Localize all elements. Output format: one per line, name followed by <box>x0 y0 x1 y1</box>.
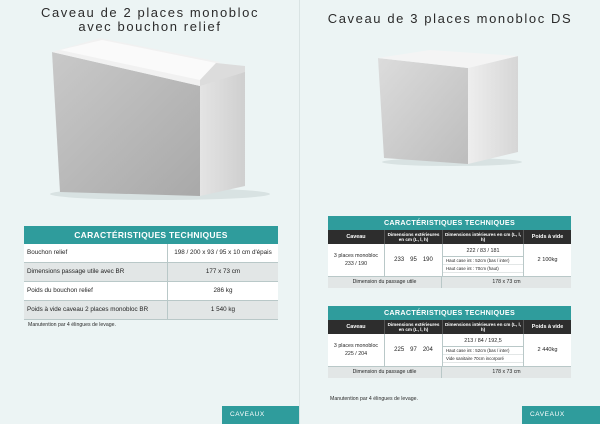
technical-table-225 <box>328 306 571 378</box>
table-header <box>328 230 571 244</box>
row-value: 1 540 kg <box>210 306 236 313</box>
passage-row <box>328 277 571 288</box>
table-row <box>24 263 278 282</box>
caveau-name-line-2: 233 / 190 <box>344 261 368 267</box>
ext-width: 95 <box>410 257 417 263</box>
ext-length: 233 <box>394 257 405 263</box>
page-footer <box>222 406 300 436</box>
ext-dimensions <box>384 244 442 276</box>
row-value: 286 kg <box>213 287 233 294</box>
technical-table-233 <box>328 216 571 288</box>
header-caveau: Caveau <box>346 323 366 330</box>
int-dimensions-sub: Vide sanitaire 70cm incorporé <box>443 355 523 363</box>
ext-height: 190 <box>422 257 433 263</box>
page-title: Caveau de 3 places monobloc DS <box>327 11 573 26</box>
int-dimensions-sub: Haut case int : 52cm (bas / inter) <box>443 347 523 355</box>
passage-label: Dimension du passage utile <box>352 369 417 375</box>
header-caveau: Caveau <box>346 233 366 240</box>
int-dimensions <box>442 244 523 276</box>
ext-width: 97 <box>410 347 417 353</box>
table-row <box>328 334 571 367</box>
footer-prefix: CAVEAUX <box>230 411 265 418</box>
caveau-name <box>328 244 384 276</box>
title-line-2: avec bouchon relief <box>78 19 222 34</box>
header-int-dimensions: Dimensions intérieures en cm (L, l, h) <box>442 230 523 244</box>
row-value: 177 x 73 cm <box>205 268 241 275</box>
header-int-dimensions: Dimensions intérieures en cm (L, l, h) <box>442 320 523 334</box>
left-page <box>0 0 300 436</box>
ext-dimensions <box>384 334 442 366</box>
passage-row <box>328 367 571 378</box>
table-banner: CARACTÉRISTIQUES TECHNIQUES <box>328 306 571 320</box>
table-row <box>24 301 278 320</box>
footer-brand: VALSESIA <box>230 429 267 436</box>
caveau-name <box>328 334 384 366</box>
row-label: Poids du bouchon relief <box>24 282 168 300</box>
int-dimensions-sub: Haut case int : 52cm (bas / inter) <box>443 257 523 265</box>
row-label: Bouchon relief <box>24 244 168 262</box>
table-row <box>24 282 278 301</box>
page-title <box>0 6 300 34</box>
right-page <box>300 0 600 436</box>
empty-weight: 2 100kg <box>523 244 571 276</box>
row-label: Dimensions passage utile avec BR <box>24 263 168 281</box>
header-weight: Poids à vide <box>523 230 571 244</box>
caveau-name-line-2: 225 / 204 <box>344 351 368 357</box>
header-ext-dimensions: Dimensions extérieures en cm (L, l, h) <box>384 320 442 334</box>
caveau-name-line-1: 3 places monobloc <box>333 343 379 349</box>
ext-length: 225 <box>394 347 405 353</box>
handling-note: Manutention par 4 élingues de levage. <box>28 322 116 328</box>
int-dimensions-main: 222 / 83 / 181 <box>443 247 523 257</box>
header-ext-dimensions: Dimensions extérieures en cm (L, l, h) <box>384 230 442 244</box>
title-line-1: Caveau de 2 places monobloc <box>40 5 260 20</box>
footer-page-number: / 37 <box>569 429 583 436</box>
page-footer <box>522 406 600 436</box>
caveau-name-line-1: 3 places monobloc <box>333 253 379 259</box>
int-dimensions-sub: Haut case int : 70cm (haut) <box>443 265 523 273</box>
vault-3-places-image <box>370 48 530 168</box>
vault-2-places-image <box>40 36 270 201</box>
table-banner: CARACTÉRISTIQUES TECHNIQUES <box>24 226 278 244</box>
table-banner: CARACTÉRISTIQUES TECHNIQUES <box>328 216 571 230</box>
int-dimensions-main: 213 / 84 / 192,5 <box>443 337 523 347</box>
footer-page-number: / 36 <box>269 429 283 436</box>
table-row <box>328 244 571 277</box>
row-label: Poids à vide caveau 2 places monobloc BR <box>24 301 168 319</box>
int-dimensions <box>442 334 523 366</box>
passage-value: 178 x 73 cm <box>441 367 571 378</box>
ext-height: 204 <box>422 347 433 353</box>
empty-weight: 2 440kg <box>523 334 571 366</box>
footer-brand: VALSESIA <box>530 429 567 436</box>
row-value: 198 / 200 x 93 / 95 x 10 cm d'épais <box>174 249 272 256</box>
table-header <box>328 320 571 334</box>
handling-note: Manutention par 4 élingues de levage. <box>330 396 418 402</box>
footer-prefix: CAVEAUX <box>530 411 565 418</box>
passage-value: 178 x 73 cm <box>441 277 571 288</box>
table-row <box>24 244 278 263</box>
header-weight: Poids à vide <box>523 320 571 334</box>
technical-table <box>24 226 278 320</box>
passage-label: Dimension du passage utile <box>352 279 417 285</box>
